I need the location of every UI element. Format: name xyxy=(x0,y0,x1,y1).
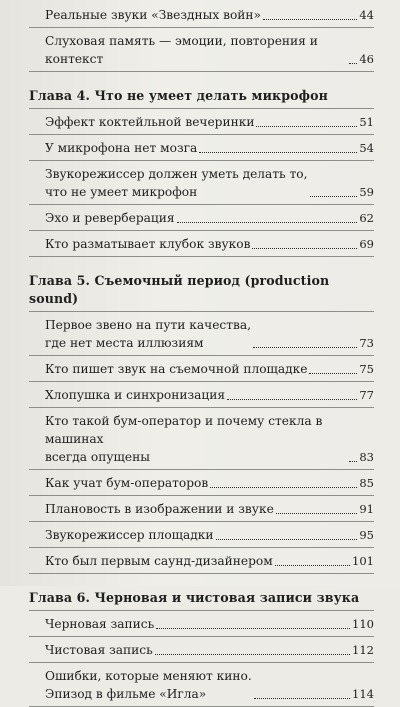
chapter-6 xyxy=(29,585,374,707)
leader-dots xyxy=(349,62,357,64)
leader-dots xyxy=(216,538,358,540)
toc-top-section xyxy=(29,6,374,72)
chapter-heading[interactable]: Глава 6. Черновая и чистовая записи звука xyxy=(29,585,374,611)
toc-entry-title: Эффект коктейльной вечеринки xyxy=(45,115,255,129)
leader-dots xyxy=(210,486,357,488)
toc-entry[interactable] xyxy=(29,28,374,72)
leader-dots xyxy=(309,372,357,374)
toc-entry-title: Эхо и реверберация xyxy=(45,211,175,225)
toc-entry-page: 51 xyxy=(359,115,374,129)
toc-entry-page: 101 xyxy=(352,554,374,568)
toc-entry-page: 91 xyxy=(359,502,374,516)
toc-entry-title: Звукорежиссер должен уметь делать то, что не умеет микрофон xyxy=(45,167,308,199)
leader-dots xyxy=(155,653,350,655)
toc-entry[interactable] xyxy=(29,663,374,707)
toc-entry-title: Хлопушка и синхронизация xyxy=(45,388,226,402)
toc-entry[interactable] xyxy=(29,135,374,161)
chapter-heading[interactable]: Глава 4. Что не умеет делать микрофон xyxy=(29,83,374,109)
toc-entry[interactable] xyxy=(29,6,374,28)
toc-entry-title: Плановость в изображении и звуке xyxy=(45,502,274,516)
leader-dots xyxy=(253,346,357,348)
leader-dots xyxy=(227,398,357,400)
toc-entry-page: 77 xyxy=(359,388,374,402)
toc-entry[interactable] xyxy=(29,611,374,637)
toc-entry-title: Чистовая запись xyxy=(45,643,153,657)
toc-entry-page: 44 xyxy=(359,8,374,22)
toc-entry-title: Кто разматывает клубок звуков xyxy=(45,237,251,251)
leader-dots xyxy=(275,564,350,566)
toc-entry-title: У микрофона нет мозга xyxy=(45,141,198,155)
leader-dots xyxy=(177,221,358,223)
toc-entry-title: Кто такой бум-оператор и почему стекла в машинах всегда опущены xyxy=(45,414,323,464)
toc-entry-page: 95 xyxy=(359,528,374,542)
toc-entry-page: 69 xyxy=(359,237,374,251)
toc-entry-title: Как учат бум-операторов xyxy=(45,476,209,490)
toc-entry-title: Кто пишет звук на съемочной площадке xyxy=(45,362,308,376)
toc-entry-page: 112 xyxy=(352,643,374,657)
toc-entry-title: Первое звено на пути качества, где нет места иллюзиям xyxy=(45,318,252,350)
toc-entry-page: 73 xyxy=(359,336,374,350)
chapter-heading[interactable]: Глава 5. Съемочный период (production sound) xyxy=(29,268,374,312)
toc-entry[interactable] xyxy=(29,496,374,522)
toc-entry-title: Черновая запись xyxy=(45,617,155,631)
toc-entry[interactable] xyxy=(29,231,374,257)
toc-entry-page: 114 xyxy=(352,687,374,701)
toc-entry[interactable] xyxy=(29,205,374,231)
toc-entry[interactable] xyxy=(29,522,374,548)
toc-entry-page: 46 xyxy=(359,52,374,66)
leader-dots xyxy=(310,195,358,197)
toc-entry[interactable] xyxy=(29,161,374,205)
leader-dots xyxy=(254,697,350,699)
toc-entry-title: Реальные звуки «Звездных войн» xyxy=(45,8,262,22)
toc-entry-title: Звукорежиссер площадки xyxy=(45,528,214,542)
toc-entry[interactable] xyxy=(29,408,374,470)
toc-entry-title: Ошибки, которые меняют кино. Эпизод в фильме «Игла» xyxy=(45,669,252,701)
toc-entry[interactable] xyxy=(29,637,374,663)
toc-entry[interactable] xyxy=(29,470,374,496)
toc-entry[interactable] xyxy=(29,356,374,382)
leader-dots xyxy=(276,512,358,514)
toc-entry[interactable] xyxy=(29,109,374,135)
leader-dots xyxy=(256,125,357,127)
toc-entry[interactable] xyxy=(29,312,374,356)
chapter-4 xyxy=(29,83,374,257)
toc-entry-title: Кто был первым саунд-дизайнером xyxy=(45,554,273,568)
leader-dots xyxy=(199,151,357,153)
toc-entry-page: 85 xyxy=(359,476,374,490)
toc-entry-page: 75 xyxy=(359,362,374,376)
toc-entry[interactable] xyxy=(29,548,374,574)
toc-entry-page: 83 xyxy=(359,450,374,464)
toc-entry-page: 62 xyxy=(359,211,374,225)
leader-dots xyxy=(252,247,357,249)
toc-entry-title: Слуховая память — эмоции, повторения и контекст xyxy=(45,34,318,66)
leader-dots xyxy=(263,18,357,20)
toc-entry-page: 59 xyxy=(359,185,374,199)
chapter-5 xyxy=(29,268,374,574)
toc-entry-page: 54 xyxy=(359,141,374,155)
toc-entry[interactable] xyxy=(29,382,374,408)
toc-entry-page: 110 xyxy=(352,617,374,631)
leader-dots xyxy=(349,460,357,462)
leader-dots xyxy=(156,627,350,629)
